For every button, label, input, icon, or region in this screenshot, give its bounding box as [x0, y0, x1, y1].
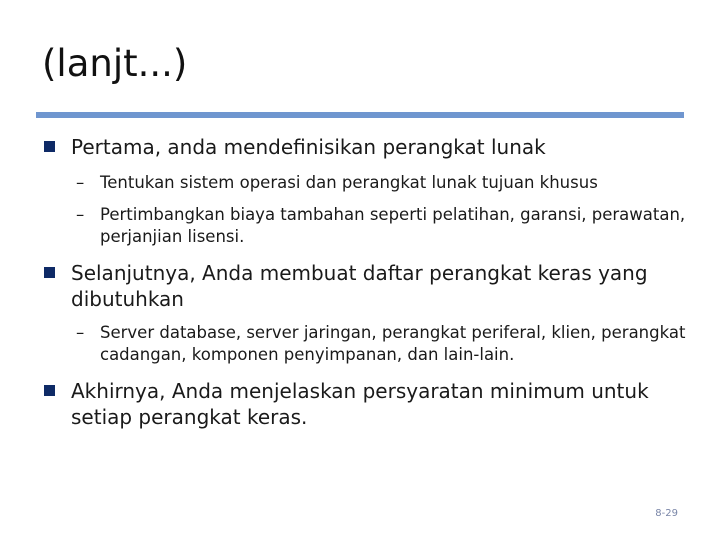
bullet-square-icon — [44, 141, 55, 152]
dash-marker: – — [76, 323, 85, 342]
bullet-square-icon — [44, 385, 55, 396]
sub-item-text: Server database, server jaringan, perangkat periferal, klien, perangkat cadangan, komponen penyimpanan, dan lain-lain. — [100, 323, 686, 364]
bullet-item-3 — [44, 378, 664, 430]
dash-marker: – — [76, 205, 85, 224]
sub-item-text: Tentukan sistem operasi dan perangkat lunak tujuan khusus — [100, 173, 598, 192]
slide-title: (lanjt...) — [42, 42, 188, 85]
sub-item-2-1 — [76, 322, 690, 366]
dash-marker: – — [76, 173, 85, 192]
bullet-text: Akhirnya, Anda menjelaskan persyaratan minimum untuk setiap perangkat keras. — [71, 379, 649, 429]
bullet-item-2 — [44, 260, 664, 312]
sub-item-1-1 — [76, 172, 690, 194]
bullet-square-icon — [44, 267, 55, 278]
bullet-text: Selanjutnya, Anda membuat daftar perangkat keras yang dibutuhkan — [71, 261, 648, 311]
bullet-item-1 — [44, 134, 664, 160]
page-number: 8-29 — [655, 508, 678, 519]
bullet-text: Pertama, anda mendefinisikan perangkat lunak — [71, 135, 546, 159]
sub-item-1-2 — [76, 204, 690, 248]
sub-item-text: Pertimbangkan biaya tambahan seperti pelatihan, garansi, perawatan, perjanjian lisensi. — [100, 205, 686, 246]
title-underline — [36, 112, 684, 118]
